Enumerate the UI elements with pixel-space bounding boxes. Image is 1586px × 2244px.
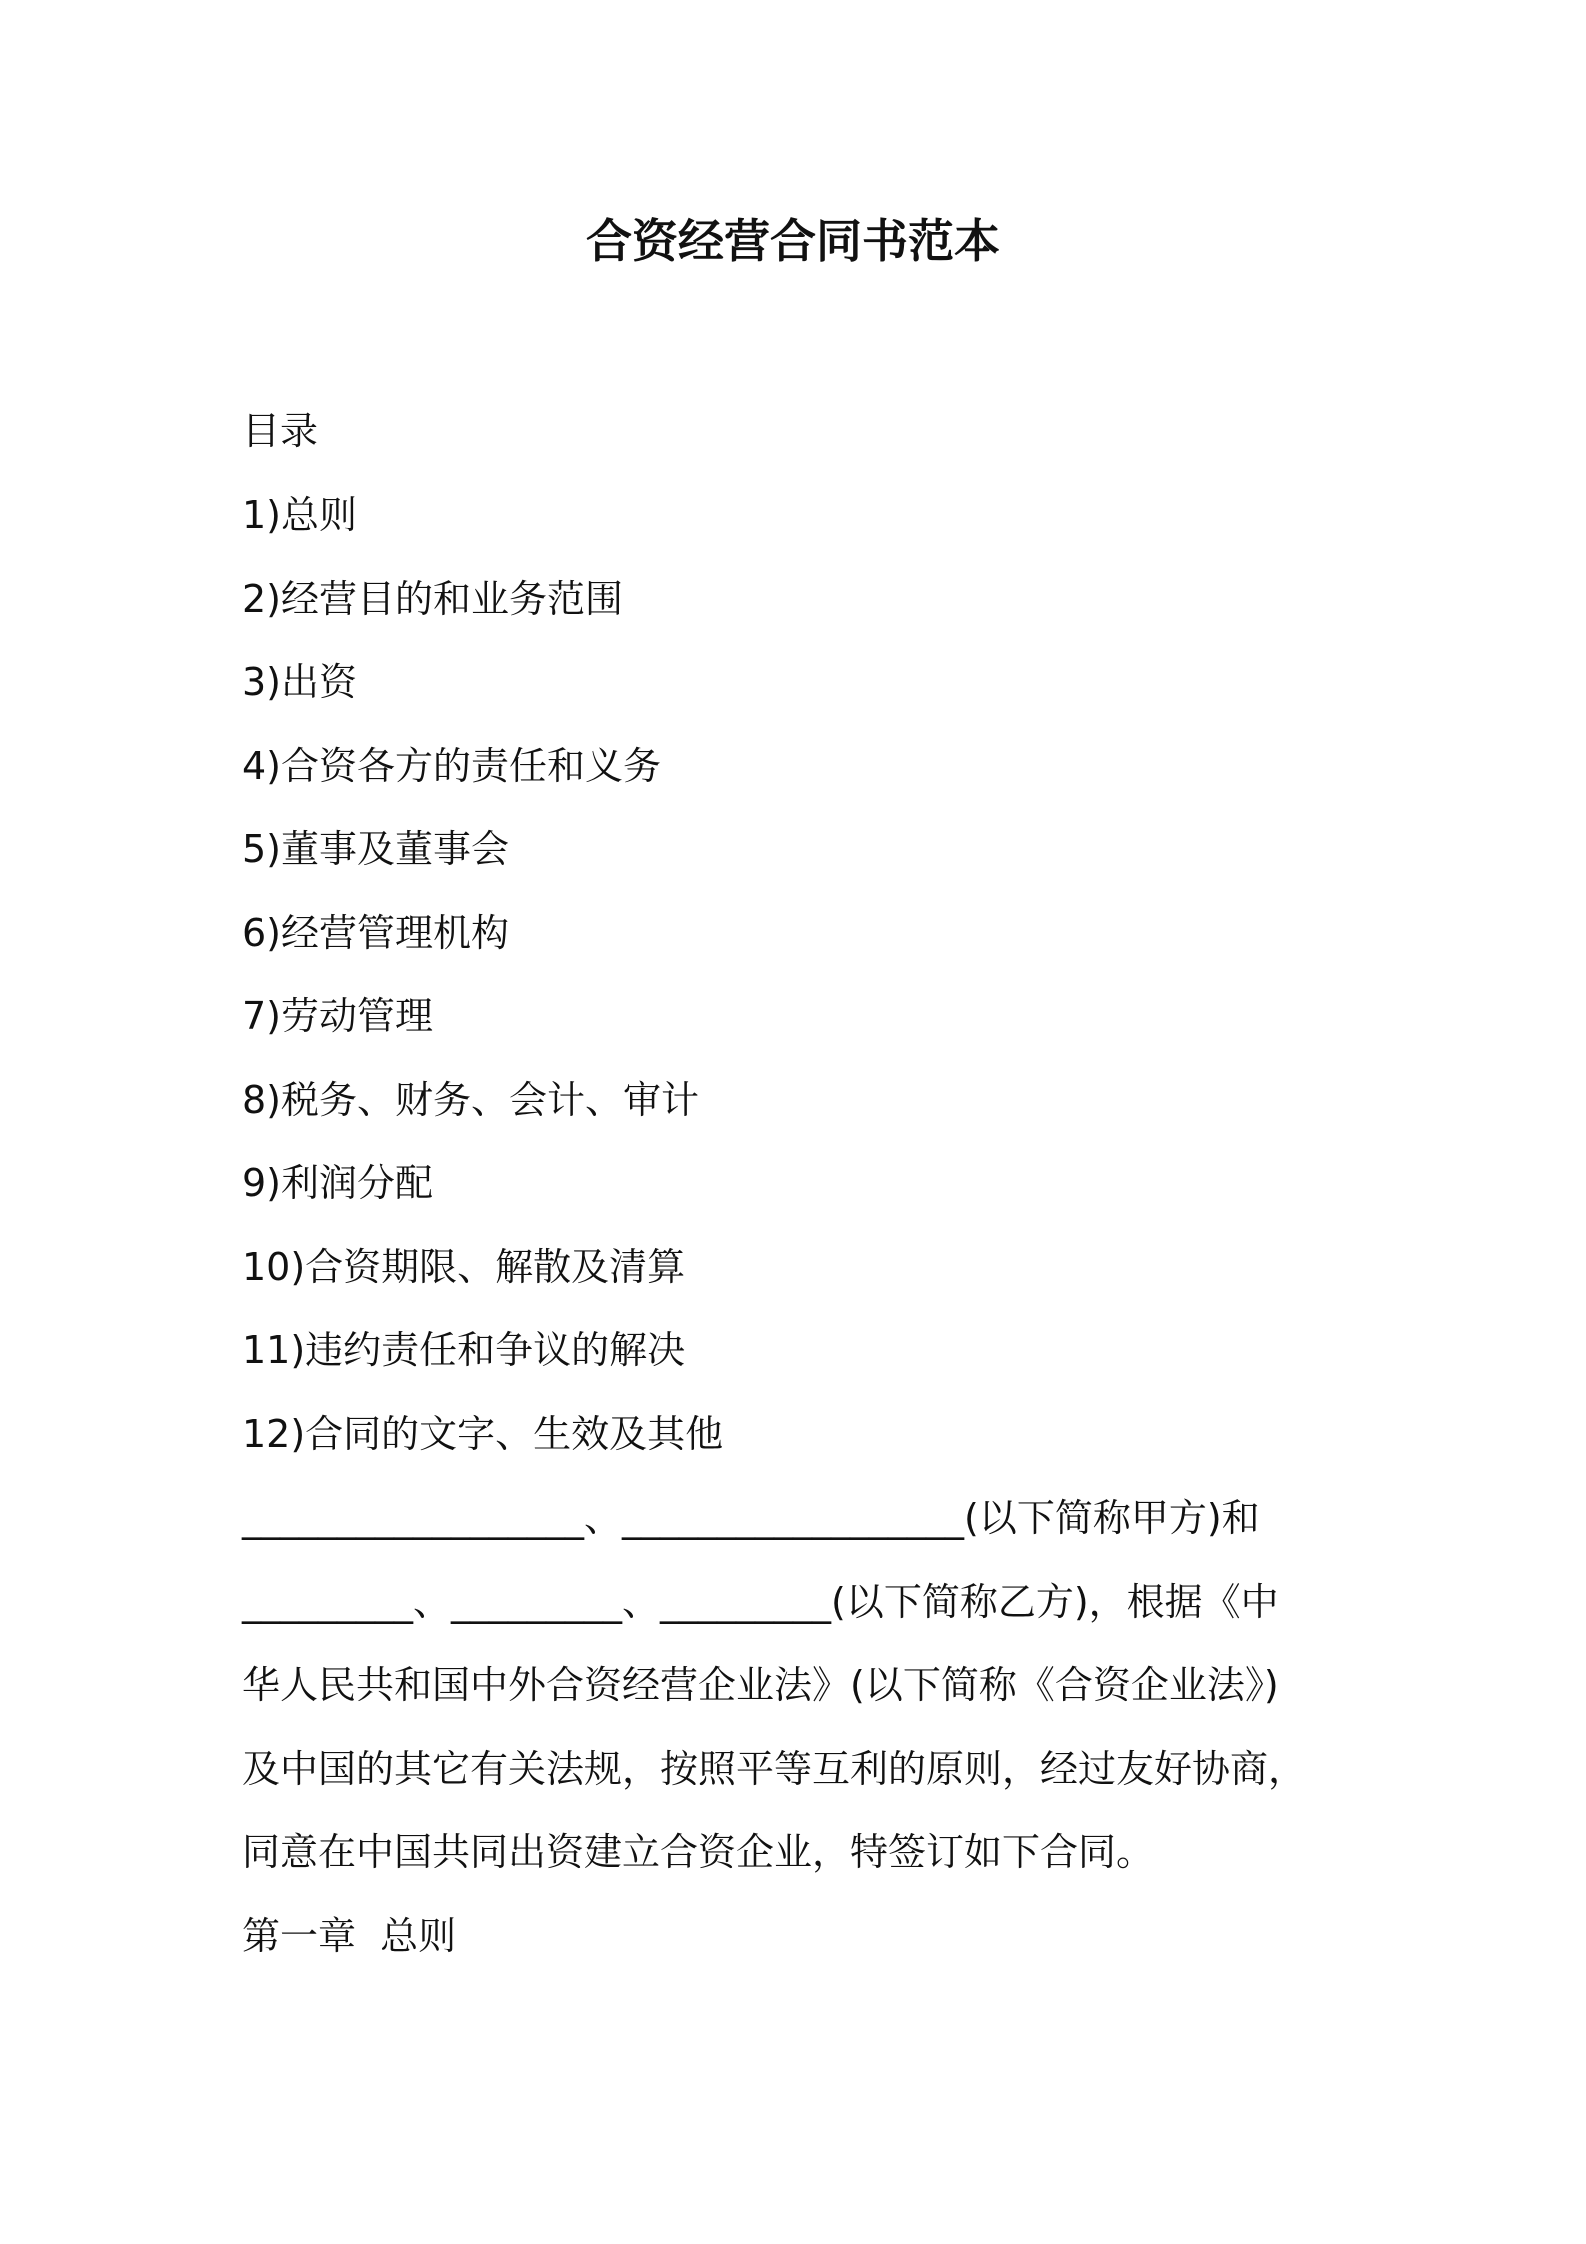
toc-item: 4)合资各方的责任和义务 bbox=[242, 743, 662, 788]
toc-item: 8)税务、财务、会计、审计 bbox=[242, 1077, 700, 1122]
toc-item: 10)合资期限、解散及清算 bbox=[242, 1244, 686, 1289]
document-title: 合资经营合同书范本 bbox=[586, 214, 1000, 268]
intro-line: 及中国的其它有关法规，按照平等互利的原则，经过友好协商， bbox=[242, 1746, 1307, 1791]
intro-line: 华人民共和国中外合资经营企业法》(以下简称《合资企业法》) bbox=[242, 1663, 1279, 1707]
toc-item: 12)合同的文字、生效及其他 bbox=[242, 1411, 724, 1456]
toc-item: 9)利润分配 bbox=[242, 1161, 434, 1205]
chapter-heading: 第一章 总则 bbox=[242, 1914, 457, 1958]
toc-item: 11)违约责任和争议的解决 bbox=[242, 1328, 686, 1372]
intro-line: _________、_________、_________(以下简称乙方)，根据《中 bbox=[242, 1579, 1279, 1624]
toc-item: 7)劳动管理 bbox=[242, 994, 434, 1038]
intro-line: 同意在中国共同出资建立合资企业，特签订如下合同。 bbox=[242, 1830, 1155, 1874]
toc-list bbox=[242, 488, 723, 1490]
toc-heading: 目录 bbox=[242, 409, 319, 453]
toc-item: 3)出资 bbox=[242, 660, 358, 704]
toc-item: 5)董事及董事会 bbox=[242, 827, 510, 871]
intro-paragraph bbox=[242, 1491, 1354, 1909]
toc-item: 1)总则 bbox=[242, 493, 358, 537]
intro-line: __________________、__________________(以下简称甲方)和 bbox=[242, 1496, 1260, 1540]
toc-item: 2)经营目的和业务范围 bbox=[242, 576, 624, 621]
toc-item: 6)经营管理机构 bbox=[242, 910, 510, 955]
